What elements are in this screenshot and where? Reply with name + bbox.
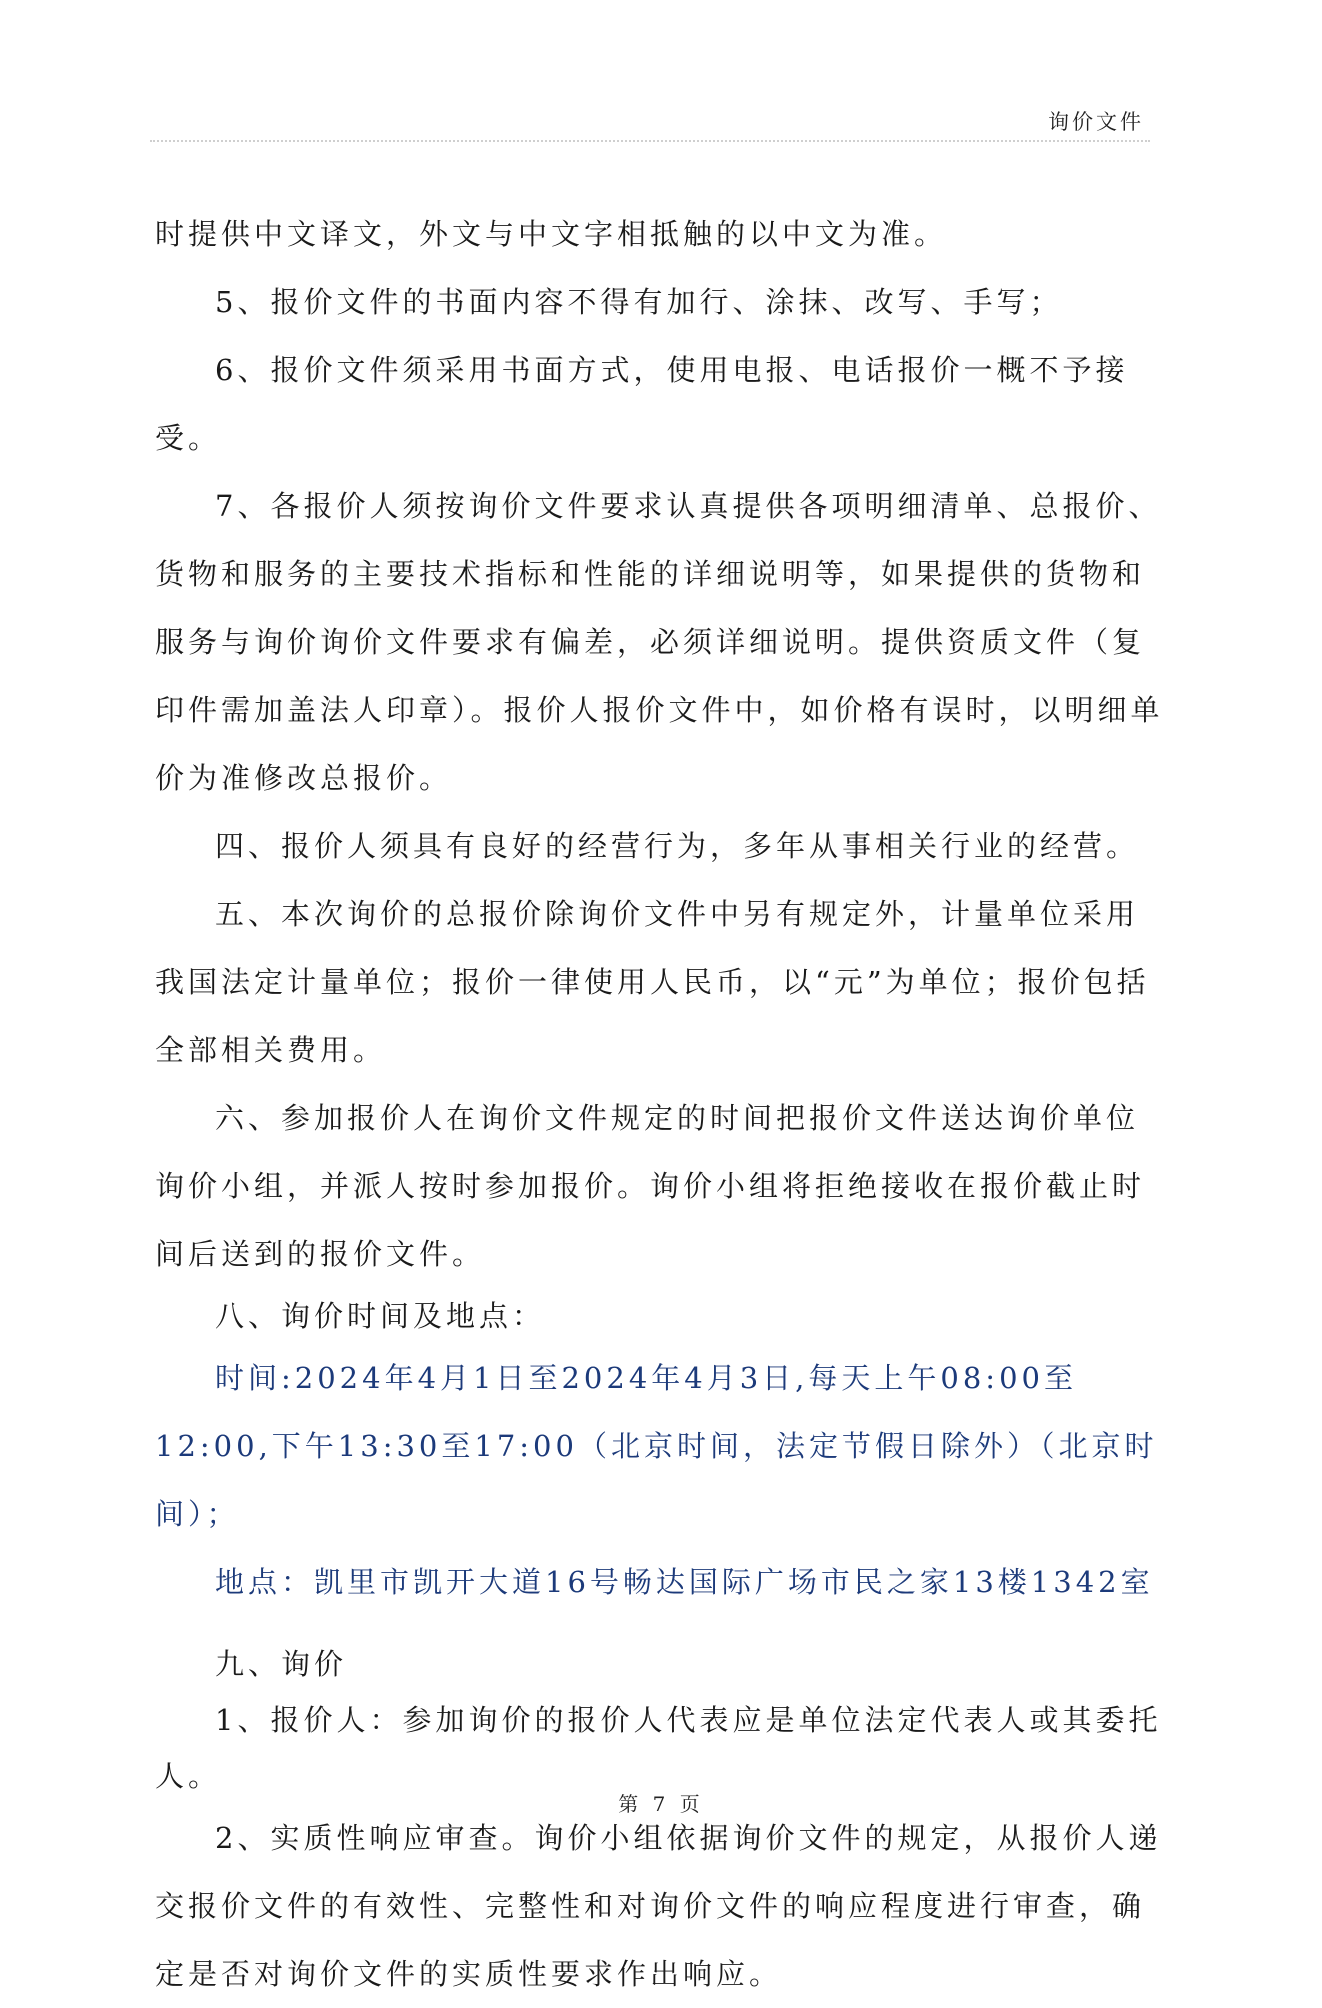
header-rule [150, 140, 1150, 142]
body-text [155, 200, 1165, 2008]
paragraph-9-item-2: 2、实质性响应审查。询价小组依据询价文件的规定，从报价人递交报价文件的有效性、完整性和对询价文件的响应程度进行审查，确定是否对询价文件的实质性要求作出响应。 [155, 1821, 1162, 1991]
section-9-heading: 九、询价 [215, 1647, 348, 1681]
paragraph-continuation: 时提供中文译文，外文与中文字相抵触的以中文为准。 [155, 217, 948, 251]
paragraph-item-7: 7、各报价人须按询价文件要求认真提供各项明细清单、总报价、货物和服务的主要技术指标和性能的详细说明等，如果提供的货物和服务与询价询价文件要求有偏差，必须详细说明。提供资质文件（复印件需加盖法人印章）。报价人报价文件中，如价格有误时，以明细单价为准修改总报价。 [155, 489, 1164, 795]
paragraph-section-5: 五、本次询价的总报价除询价文件中另有规定外，计量单位采用我国法定计量单位；报价一律使用人民币，以“元”为单位；报价包括全部相关费用。 [155, 897, 1150, 1067]
inquiry-time: 时间:2024年4月1日至2024年4月3日,每天上午08:00至12:00,下午13:30至17:00（北京时间，法定节假日除外）（北京时间）； [155, 1361, 1158, 1531]
paragraph-section-6: 六、参加报价人在询价文件规定的时间把报价文件送达询价单位询价小组，并派人按时参加报价。询价小组将拒绝接收在报价截止时间后送到的报价文件。 [155, 1101, 1146, 1271]
paragraph-9-item-1: 1、报价人：参加询价的报价人代表应是单位法定代表人或其委托人。 [155, 1703, 1162, 1793]
section-8-heading: 八、询价时间及地点： [215, 1299, 546, 1333]
running-header: 询价文件 [1048, 110, 1144, 134]
inquiry-location: 地点：凯里市凯开大道16号畅达国际广场市民之家13楼1342室 [215, 1565, 1154, 1599]
paragraph-item-6: 6、报价文件须采用书面方式，使用电报、电话报价一概不予接受。 [155, 353, 1129, 455]
paragraph-section-4: 四、报价人须具有良好的经营行为，多年从事相关行业的经营。 [215, 829, 1140, 863]
paragraph-item-5: 5、报价文件的书面内容不得有加行、涂抹、改写、手写； [215, 285, 1063, 319]
page-number: 第 7 页 [618, 1792, 704, 1816]
